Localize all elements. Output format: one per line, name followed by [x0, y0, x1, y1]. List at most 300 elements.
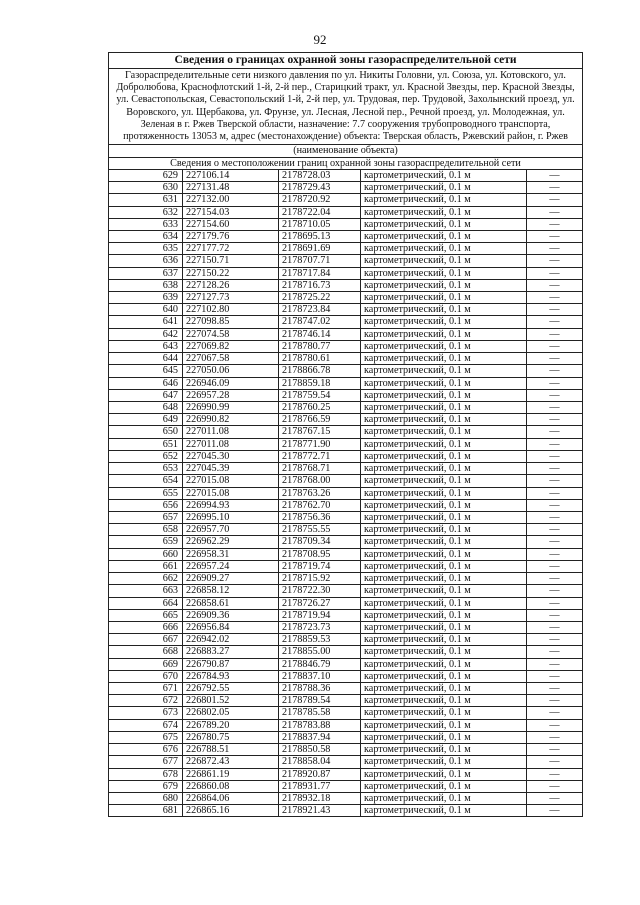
y-coordinate-cell: 2178710.05: [279, 218, 361, 230]
method-cell: картометрический, 0.1 м: [361, 756, 527, 768]
description-dash-cell: —: [527, 683, 583, 695]
point-number-cell: 662: [109, 573, 183, 585]
table-row: [109, 585, 583, 597]
table-row: [109, 621, 583, 633]
point-number-cell: 665: [109, 609, 183, 621]
x-coordinate-cell: 227102.80: [183, 304, 279, 316]
point-number-cell: 648: [109, 402, 183, 414]
x-coordinate-cell: 226860.08: [183, 780, 279, 792]
object-label-row: [109, 145, 583, 157]
method-cell: картометрический, 0.1 м: [361, 683, 527, 695]
y-coordinate-cell: 2178709.34: [279, 536, 361, 548]
section-heading: Сведения о местоположении границ охранной зоны газораспределительной сети: [109, 157, 583, 169]
description-dash-cell: —: [527, 243, 583, 255]
point-number-cell: 671: [109, 683, 183, 695]
method-cell: картометрический, 0.1 м: [361, 744, 527, 756]
y-coordinate-cell: 2178695.13: [279, 230, 361, 242]
method-cell: картометрический, 0.1 м: [361, 707, 527, 719]
method-cell: картометрический, 0.1 м: [361, 585, 527, 597]
point-number-cell: 639: [109, 292, 183, 304]
description-dash-cell: —: [527, 536, 583, 548]
method-cell: картометрический, 0.1 м: [361, 353, 527, 365]
table-row: [109, 475, 583, 487]
x-coordinate-cell: 226790.87: [183, 658, 279, 670]
y-coordinate-cell: 2178729.43: [279, 182, 361, 194]
method-cell: картометрический, 0.1 м: [361, 499, 527, 511]
description-dash-cell: —: [527, 621, 583, 633]
y-coordinate-cell: 2178772.71: [279, 450, 361, 462]
table-row: [109, 499, 583, 511]
x-coordinate-cell: 227177.72: [183, 243, 279, 255]
x-coordinate-cell: 227074.58: [183, 328, 279, 340]
description-dash-cell: —: [527, 389, 583, 401]
method-cell: картометрический, 0.1 м: [361, 389, 527, 401]
description-dash-cell: —: [527, 707, 583, 719]
table-row: [109, 536, 583, 548]
point-number-cell: 645: [109, 365, 183, 377]
y-coordinate-cell: 2178846.79: [279, 658, 361, 670]
point-number-cell: 643: [109, 340, 183, 352]
table-row: [109, 780, 583, 792]
y-coordinate-cell: 2178719.94: [279, 609, 361, 621]
x-coordinate-cell: 226864.06: [183, 793, 279, 805]
y-coordinate-cell: 2178726.27: [279, 597, 361, 609]
y-coordinate-cell: 2178707.71: [279, 255, 361, 267]
y-coordinate-cell: 2178723.73: [279, 621, 361, 633]
point-number-cell: 666: [109, 621, 183, 633]
table-row: [109, 707, 583, 719]
point-number-cell: 654: [109, 475, 183, 487]
table-row: [109, 695, 583, 707]
method-cell: картометрический, 0.1 м: [361, 609, 527, 621]
y-coordinate-cell: 2178768.00: [279, 475, 361, 487]
y-coordinate-cell: 2178747.02: [279, 316, 361, 328]
y-coordinate-cell: 2178837.10: [279, 670, 361, 682]
point-number-cell: 659: [109, 536, 183, 548]
method-cell: картометрический, 0.1 м: [361, 793, 527, 805]
x-coordinate-cell: 227128.26: [183, 279, 279, 291]
method-cell: картометрический, 0.1 м: [361, 255, 527, 267]
point-number-cell: 667: [109, 634, 183, 646]
table-row: [109, 426, 583, 438]
y-coordinate-cell: 2178788.36: [279, 683, 361, 695]
method-cell: картометрический, 0.1 м: [361, 450, 527, 462]
description-dash-cell: —: [527, 475, 583, 487]
title-row: [109, 53, 583, 69]
y-coordinate-cell: 2178921.43: [279, 805, 361, 817]
x-coordinate-cell: 226789.20: [183, 719, 279, 731]
method-cell: картометрический, 0.1 м: [361, 402, 527, 414]
point-number-cell: 649: [109, 414, 183, 426]
x-coordinate-cell: 226995.10: [183, 511, 279, 523]
x-coordinate-cell: 226962.29: [183, 536, 279, 548]
table-row: [109, 169, 583, 181]
x-coordinate-cell: 226865.16: [183, 805, 279, 817]
method-cell: картометрический, 0.1 м: [361, 414, 527, 426]
table-row: [109, 402, 583, 414]
point-number-cell: 657: [109, 511, 183, 523]
x-coordinate-cell: 227131.48: [183, 182, 279, 194]
method-cell: картометрический, 0.1 м: [361, 426, 527, 438]
y-coordinate-cell: 2178762.70: [279, 499, 361, 511]
y-coordinate-cell: 2178728.03: [279, 169, 361, 181]
method-cell: картометрический, 0.1 м: [361, 487, 527, 499]
description-dash-cell: —: [527, 585, 583, 597]
y-coordinate-cell: 2178780.61: [279, 353, 361, 365]
point-number-cell: 651: [109, 438, 183, 450]
point-number-cell: 661: [109, 560, 183, 572]
description-dash-cell: —: [527, 365, 583, 377]
description-dash-cell: —: [527, 377, 583, 389]
description-dash-cell: —: [527, 548, 583, 560]
y-coordinate-cell: 2178691.69: [279, 243, 361, 255]
table-row: [109, 279, 583, 291]
table-row: [109, 377, 583, 389]
table-row: [109, 182, 583, 194]
method-cell: картометрический, 0.1 м: [361, 573, 527, 585]
x-coordinate-cell: 226872.43: [183, 756, 279, 768]
description-dash-cell: —: [527, 426, 583, 438]
description-dash-cell: —: [527, 560, 583, 572]
y-coordinate-cell: 2178931.77: [279, 780, 361, 792]
y-coordinate-cell: 2178785.58: [279, 707, 361, 719]
x-coordinate-cell: 227015.08: [183, 487, 279, 499]
description-dash-cell: —: [527, 573, 583, 585]
x-coordinate-cell: 227150.22: [183, 267, 279, 279]
y-coordinate-cell: 2178715.92: [279, 573, 361, 585]
x-coordinate-cell: 226883.27: [183, 646, 279, 658]
y-coordinate-cell: 2178767.15: [279, 426, 361, 438]
x-coordinate-cell: 226861.19: [183, 768, 279, 780]
x-coordinate-cell: 226802.05: [183, 707, 279, 719]
table-row: [109, 805, 583, 817]
method-cell: картометрический, 0.1 м: [361, 340, 527, 352]
description-dash-cell: —: [527, 218, 583, 230]
method-cell: картометрический, 0.1 м: [361, 194, 527, 206]
y-coordinate-cell: 2178789.54: [279, 695, 361, 707]
point-number-cell: 677: [109, 756, 183, 768]
table-row: [109, 597, 583, 609]
description-dash-cell: —: [527, 414, 583, 426]
x-coordinate-cell: 226801.52: [183, 695, 279, 707]
method-cell: картометрический, 0.1 м: [361, 365, 527, 377]
y-coordinate-cell: 2178768.71: [279, 463, 361, 475]
point-number-cell: 679: [109, 780, 183, 792]
description-dash-cell: —: [527, 438, 583, 450]
table-row: [109, 634, 583, 646]
point-number-cell: 656: [109, 499, 183, 511]
table-row: [109, 744, 583, 756]
x-coordinate-cell: 227011.08: [183, 426, 279, 438]
description-dash-cell: —: [527, 487, 583, 499]
x-coordinate-cell: 226909.36: [183, 609, 279, 621]
point-number-cell: 658: [109, 524, 183, 536]
x-coordinate-cell: 227011.08: [183, 438, 279, 450]
point-number-cell: 652: [109, 450, 183, 462]
description-dash-cell: —: [527, 597, 583, 609]
y-coordinate-cell: 2178766.59: [279, 414, 361, 426]
table-row: [109, 511, 583, 523]
method-cell: картометрический, 0.1 м: [361, 658, 527, 670]
point-number-cell: 678: [109, 768, 183, 780]
method-cell: картометрический, 0.1 м: [361, 646, 527, 658]
x-coordinate-cell: 227150.71: [183, 255, 279, 267]
table-row: [109, 365, 583, 377]
description-dash-cell: —: [527, 805, 583, 817]
y-coordinate-cell: 2178780.77: [279, 340, 361, 352]
method-cell: картометрический, 0.1 м: [361, 524, 527, 536]
y-coordinate-cell: 2178837.94: [279, 731, 361, 743]
table-row: [109, 267, 583, 279]
y-coordinate-cell: 2178759.54: [279, 389, 361, 401]
method-cell: картометрический, 0.1 м: [361, 267, 527, 279]
table-row: [109, 414, 583, 426]
method-cell: картометрический, 0.1 м: [361, 169, 527, 181]
boundary-table: [108, 52, 583, 817]
description-dash-cell: —: [527, 169, 583, 181]
method-cell: картометрический, 0.1 м: [361, 182, 527, 194]
description-dash-cell: —: [527, 206, 583, 218]
page-number: 92: [313, 32, 327, 47]
description-dash-cell: —: [527, 731, 583, 743]
table-row: [109, 609, 583, 621]
y-coordinate-cell: 2178722.30: [279, 585, 361, 597]
description-dash-cell: —: [527, 793, 583, 805]
y-coordinate-cell: 2178920.87: [279, 768, 361, 780]
table-title: Сведения о границах охранной зоны газораспределительной сети: [109, 53, 583, 69]
section-label-row: [109, 157, 583, 169]
method-cell: картометрический, 0.1 м: [361, 230, 527, 242]
method-cell: картометрический, 0.1 м: [361, 438, 527, 450]
description-dash-cell: —: [527, 340, 583, 352]
x-coordinate-cell: 226909.27: [183, 573, 279, 585]
description-dash-cell: —: [527, 670, 583, 682]
table-row: [109, 683, 583, 695]
method-cell: картометрический, 0.1 м: [361, 597, 527, 609]
description-dash-cell: —: [527, 780, 583, 792]
description-dash-cell: —: [527, 316, 583, 328]
point-number-cell: 669: [109, 658, 183, 670]
table-row: [109, 670, 583, 682]
x-coordinate-cell: 226792.55: [183, 683, 279, 695]
x-coordinate-cell: 227045.30: [183, 450, 279, 462]
table-row: [109, 646, 583, 658]
method-cell: картометрический, 0.1 м: [361, 475, 527, 487]
table-row: [109, 560, 583, 572]
y-coordinate-cell: 2178720.92: [279, 194, 361, 206]
description-dash-cell: —: [527, 353, 583, 365]
description-dash-cell: —: [527, 182, 583, 194]
method-cell: картометрический, 0.1 м: [361, 463, 527, 475]
x-coordinate-cell: 227015.08: [183, 475, 279, 487]
point-number-cell: 664: [109, 597, 183, 609]
method-cell: картометрический, 0.1 м: [361, 768, 527, 780]
x-coordinate-cell: 226990.99: [183, 402, 279, 414]
x-coordinate-cell: 227069.82: [183, 340, 279, 352]
point-number-cell: 646: [109, 377, 183, 389]
table-row: [109, 218, 583, 230]
method-cell: картометрический, 0.1 м: [361, 206, 527, 218]
y-coordinate-cell: 2178708.95: [279, 548, 361, 560]
table-row: [109, 255, 583, 267]
point-number-cell: 633: [109, 218, 183, 230]
x-coordinate-cell: 226957.24: [183, 560, 279, 572]
point-number-cell: 650: [109, 426, 183, 438]
description-dash-cell: —: [527, 230, 583, 242]
table-row: [109, 194, 583, 206]
point-number-cell: 642: [109, 328, 183, 340]
description-dash-cell: —: [527, 304, 583, 316]
point-number-cell: 641: [109, 316, 183, 328]
description-dash-cell: —: [527, 511, 583, 523]
description-dash-cell: —: [527, 194, 583, 206]
x-coordinate-cell: 227045.39: [183, 463, 279, 475]
table-row: [109, 292, 583, 304]
point-number-cell: 653: [109, 463, 183, 475]
y-coordinate-cell: 2178722.04: [279, 206, 361, 218]
x-coordinate-cell: 227132.00: [183, 194, 279, 206]
object-name-label: (наименование объекта): [109, 145, 583, 157]
y-coordinate-cell: 2178725.22: [279, 292, 361, 304]
description-row: [109, 69, 583, 145]
method-cell: картометрический, 0.1 м: [361, 218, 527, 230]
x-coordinate-cell: 226942.02: [183, 634, 279, 646]
point-number-cell: 636: [109, 255, 183, 267]
y-coordinate-cell: 2178755.55: [279, 524, 361, 536]
x-coordinate-cell: 226858.12: [183, 585, 279, 597]
method-cell: картометрический, 0.1 м: [361, 292, 527, 304]
table-row: [109, 793, 583, 805]
x-coordinate-cell: 226780.75: [183, 731, 279, 743]
point-number-cell: 680: [109, 793, 183, 805]
x-coordinate-cell: 227127.73: [183, 292, 279, 304]
point-number-cell: 673: [109, 707, 183, 719]
method-cell: картометрический, 0.1 м: [361, 279, 527, 291]
table-row: [109, 573, 583, 585]
table-row: [109, 463, 583, 475]
y-coordinate-cell: 2178771.90: [279, 438, 361, 450]
point-number-cell: 631: [109, 194, 183, 206]
description-dash-cell: —: [527, 744, 583, 756]
point-number-cell: 634: [109, 230, 183, 242]
point-number-cell: 670: [109, 670, 183, 682]
y-coordinate-cell: 2178866.78: [279, 365, 361, 377]
point-number-cell: 629: [109, 169, 183, 181]
description-dash-cell: —: [527, 450, 583, 462]
y-coordinate-cell: 2178717.84: [279, 267, 361, 279]
description-dash-cell: —: [527, 328, 583, 340]
description-dash-cell: —: [527, 719, 583, 731]
description-dash-cell: —: [527, 695, 583, 707]
y-coordinate-cell: 2178763.26: [279, 487, 361, 499]
point-number-cell: 644: [109, 353, 183, 365]
table-row: [109, 389, 583, 401]
description-dash-cell: —: [527, 255, 583, 267]
point-number-cell: 674: [109, 719, 183, 731]
x-coordinate-cell: 227154.03: [183, 206, 279, 218]
method-cell: картометрический, 0.1 м: [361, 316, 527, 328]
point-number-cell: 660: [109, 548, 183, 560]
method-cell: картометрический, 0.1 м: [361, 536, 527, 548]
point-number-cell: 681: [109, 805, 183, 817]
y-coordinate-cell: 2178850.58: [279, 744, 361, 756]
point-number-cell: 663: [109, 585, 183, 597]
x-coordinate-cell: 227067.58: [183, 353, 279, 365]
method-cell: картометрический, 0.1 м: [361, 805, 527, 817]
x-coordinate-cell: 226957.70: [183, 524, 279, 536]
method-cell: картометрический, 0.1 м: [361, 548, 527, 560]
method-cell: картометрический, 0.1 м: [361, 377, 527, 389]
y-coordinate-cell: 2178716.73: [279, 279, 361, 291]
description-dash-cell: —: [527, 658, 583, 670]
y-coordinate-cell: 2178859.18: [279, 377, 361, 389]
y-coordinate-cell: 2178746.14: [279, 328, 361, 340]
x-coordinate-cell: 226788.51: [183, 744, 279, 756]
point-number-cell: 675: [109, 731, 183, 743]
point-number-cell: 632: [109, 206, 183, 218]
point-number-cell: 672: [109, 695, 183, 707]
description-dash-cell: —: [527, 463, 583, 475]
description-dash-cell: —: [527, 756, 583, 768]
point-number-cell: 655: [109, 487, 183, 499]
table-row: [109, 304, 583, 316]
description-dash-cell: —: [527, 609, 583, 621]
description-dash-cell: —: [527, 646, 583, 658]
x-coordinate-cell: 226990.82: [183, 414, 279, 426]
table-row: [109, 524, 583, 536]
table-row: [109, 243, 583, 255]
point-number-cell: 635: [109, 243, 183, 255]
description-dash-cell: —: [527, 768, 583, 780]
table-row: [109, 548, 583, 560]
x-coordinate-cell: 227154.60: [183, 218, 279, 230]
point-number-cell: 630: [109, 182, 183, 194]
table-row: [109, 438, 583, 450]
method-cell: картометрический, 0.1 м: [361, 621, 527, 633]
method-cell: картометрический, 0.1 м: [361, 560, 527, 572]
description-dash-cell: —: [527, 267, 583, 279]
description-dash-cell: —: [527, 402, 583, 414]
table-row: [109, 450, 583, 462]
point-number-cell: 638: [109, 279, 183, 291]
y-coordinate-cell: 2178760.25: [279, 402, 361, 414]
x-coordinate-cell: 227098.85: [183, 316, 279, 328]
table-row: [109, 768, 583, 780]
table-row: [109, 756, 583, 768]
table-row: [109, 731, 583, 743]
method-cell: картометрический, 0.1 м: [361, 780, 527, 792]
x-coordinate-cell: 227050.06: [183, 365, 279, 377]
method-cell: картометрический, 0.1 м: [361, 511, 527, 523]
y-coordinate-cell: 2178859.53: [279, 634, 361, 646]
method-cell: картометрический, 0.1 м: [361, 634, 527, 646]
x-coordinate-cell: 226946.09: [183, 377, 279, 389]
point-number-cell: 637: [109, 267, 183, 279]
object-description: Газораспределительные сети низкого давления по ул. Никиты Головни, ул. Союза, ул. Котовского, ул. Добролюбова, Краснофлотский 1-й, 2-й пер., Старицкий тракт, ул. Красной Звезды, пер. Красной Звезды, ул. Севастопольская, Севастопольский 1-й, 2-й пер, ул. Трудовая, пер. Трудовой, Захолынский проезд, ул. Воровского, ул. Щербакова, ул. Фрунзе, ул. Лесная, Лесной пер., Речной проезд, ул. Молодежная, ул. Зеленая в г. Ржев Тверской области, назначение: 7.7 сооружения трубопроводного транспорта, протяженность 13053 м, адрес (местонахождение) объекта: Тверская область, Ржевский район, г. Ржев: [109, 69, 583, 145]
method-cell: картометрический, 0.1 м: [361, 243, 527, 255]
point-number-cell: 640: [109, 304, 183, 316]
table-row: [109, 316, 583, 328]
method-cell: картометрический, 0.1 м: [361, 670, 527, 682]
method-cell: картометрический, 0.1 м: [361, 695, 527, 707]
x-coordinate-cell: 226858.61: [183, 597, 279, 609]
x-coordinate-cell: 226957.28: [183, 389, 279, 401]
x-coordinate-cell: 226958.31: [183, 548, 279, 560]
description-dash-cell: —: [527, 524, 583, 536]
table-row: [109, 328, 583, 340]
x-coordinate-cell: 227179.76: [183, 230, 279, 242]
y-coordinate-cell: 2178723.84: [279, 304, 361, 316]
